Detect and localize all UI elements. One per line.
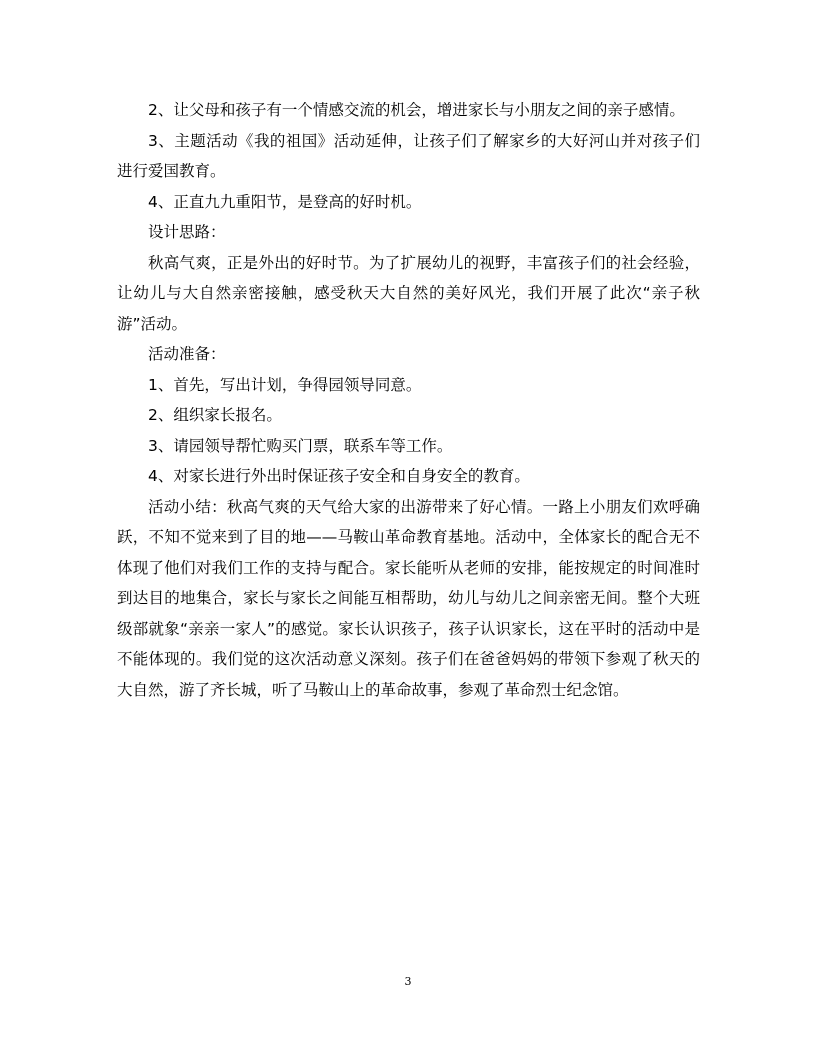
paragraph-preparation-4: 4、对家长进行外出时保证孩子安全和自身安全的教育。 — [148, 467, 530, 485]
paragraph-objective-4: 4、正直九九重阳节，是登高的好时机。 — [148, 192, 422, 211]
paragraph-preparation-3: 3、请园领导帮忙购买门票，联系车等工作。 — [148, 436, 453, 455]
page-number: 3 — [404, 975, 412, 988]
heading-preparation: 活动准备： — [148, 345, 226, 363]
paragraph-preparation-2: 2、组织家长报名。 — [148, 406, 282, 424]
paragraph-objective-2: 2、让父母和孩子有一个情感交流的机会，增进家长与小朋友之间的亲子感情。 — [148, 101, 685, 119]
paragraph-design-ideas: 秋高气爽，正是外出的好时节。为了扩展幼儿的视野，丰富孩子们的社会经验，让幼儿与大自然亲密接触，感受秋天大自然的美好风光，我们开展了此次“亲子秋游”活动。 — [117, 253, 700, 333]
heading-design-ideas: 设计思路： — [148, 223, 226, 241]
body-text — [117, 95, 700, 705]
paragraph-objective-3: 3、主题活动《我的祖国》活动延伸，让孩子们了解家乡的大好河山并对孩子们进行爱国教育。 — [117, 131, 700, 180]
paragraph-preparation-1: 1、首先，写出计划，争得园领导同意。 — [148, 375, 422, 394]
paragraph-summary: 活动小结：秋高气爽的天气给大家的出游带来了好心情。一路上小朋友们欢呼确跃，不知不觉来到了目的地——马鞍山革命教育基地。活动中，全体家长的配合无不体现了他们对我们工作的支持与配合。家长能听从老师的安排，能按规定的时间准时到达目的地集合，家长与家长之间能互相帮助，幼儿与幼儿之间亲密无间。整个大班级部就象“亲亲一家人”的感觉。家长认识孩子，孩子认识家长，这在平时的活动中是不能体现的。我们觉的这次活动意义深刻。孩子们在爸爸妈妈的带领下参观了秋天的大自然，游了齐长城，听了马鞍山上的革命故事，参观了革命烈士纪念馆。 — [117, 497, 700, 699]
